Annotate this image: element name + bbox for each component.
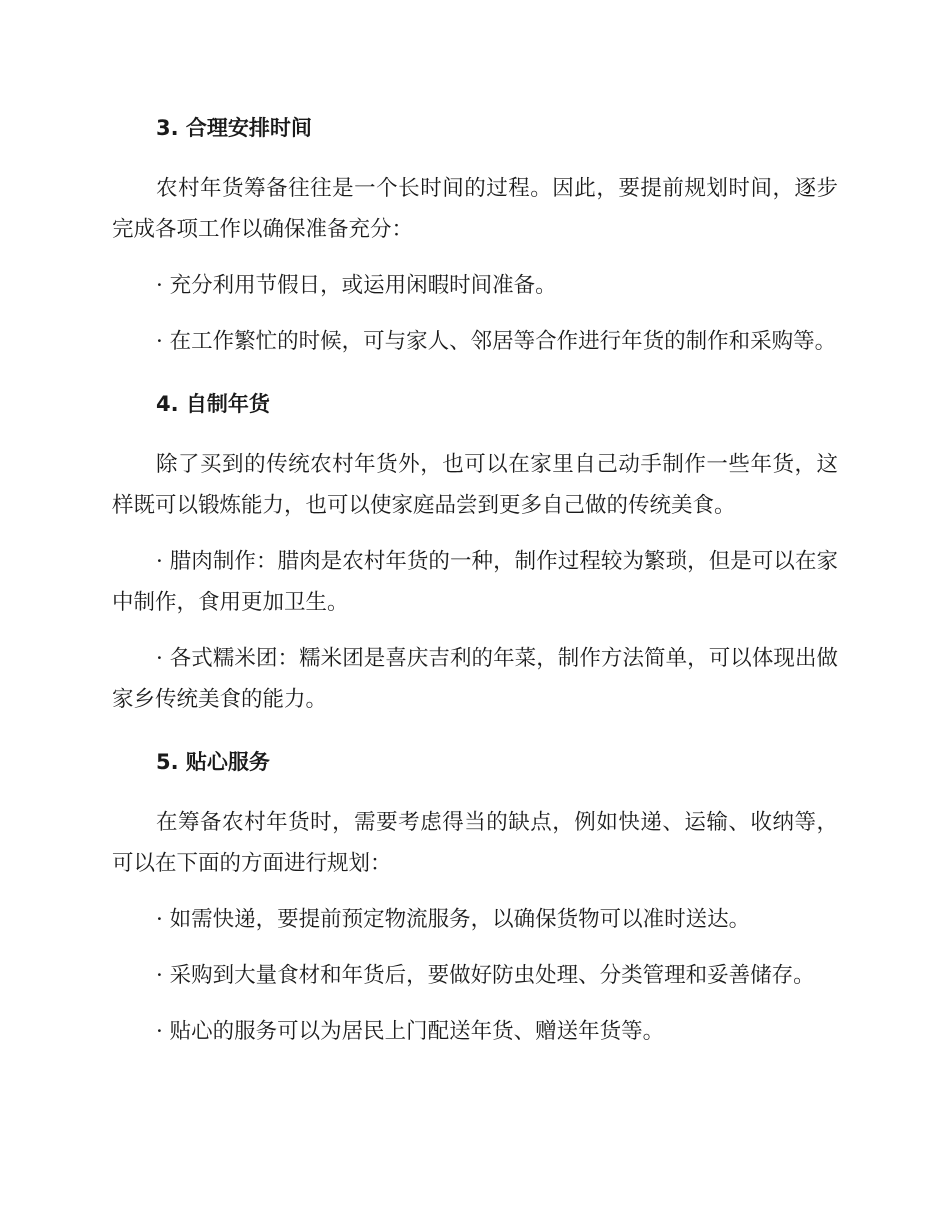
bullet-item: · 充分利用节假日，或运用闲暇时间准备。	[156, 273, 557, 298]
bullet-item: · 腊肉制作：腊肉是农村年货的一种，制作过程较为繁琐，但是可以在家中制作，食用更加卫生。	[112, 549, 838, 615]
bullet-item: · 贴心的服务可以为居民上门配送年货、赠送年货等。	[156, 1019, 665, 1044]
section-heading: 4. 自制年货	[156, 392, 270, 416]
section-heading: 3. 合理安排时间	[156, 116, 312, 140]
bullet-item: · 各式糯米团：糯米团是喜庆吉利的年菜，制作方法简单，可以体现出做家乡传统美食的能力。	[112, 646, 838, 712]
paragraph: 在筹备农村年货时，需要考虑得当的缺点，例如快递、运输、收纳等，可以在下面的方面进行规划：	[112, 810, 838, 876]
bullet-item: · 在工作繁忙的时候，可与家人、邻居等合作进行年货的制作和采购等。	[156, 329, 837, 354]
bullet-item: · 如需快递，要提前预定物流服务，以确保货物可以准时送达。	[156, 907, 751, 932]
section-heading: 5. 贴心服务	[156, 750, 270, 774]
paragraph: 除了买到的传统农村年货外，也可以在家里自己动手制作一些年货，这样既可以锻炼能力，也可以使家庭品尝到更多自己做的传统美食。	[112, 452, 838, 518]
bullet-item: · 采购到大量食材和年货后，要做好防虫处理、分类管理和妥善储存。	[156, 963, 815, 988]
paragraph: 农村年货筹备往往是一个长时间的过程。因此，要提前规划时间，逐步完成各项工作以确保准备充分：	[112, 176, 838, 242]
